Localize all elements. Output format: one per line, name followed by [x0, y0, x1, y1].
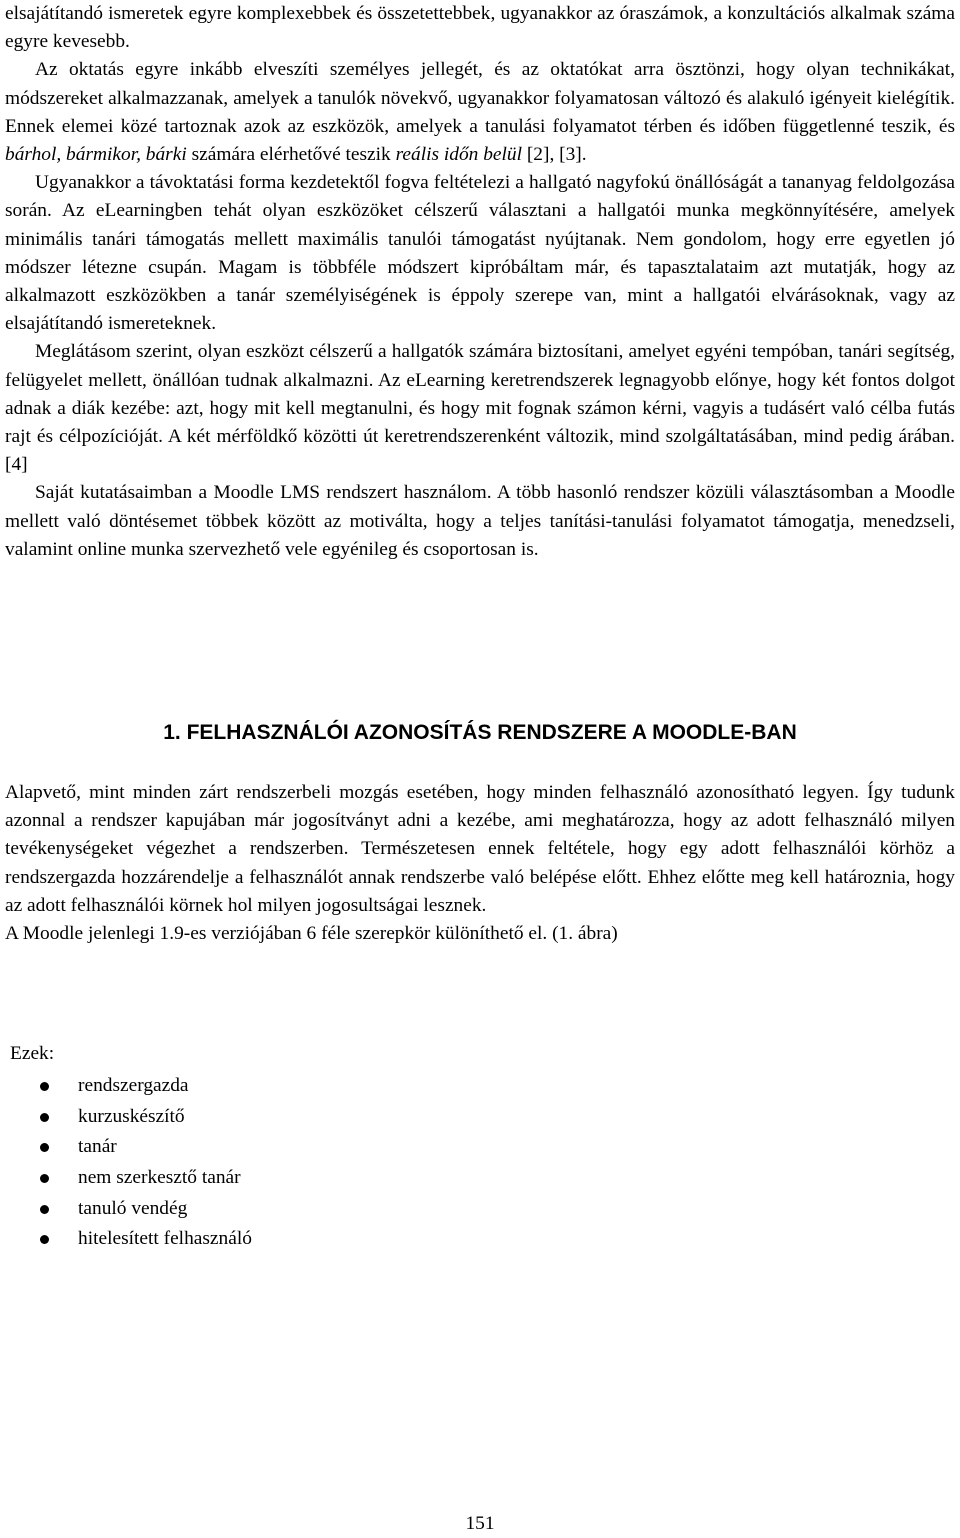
text-run: Saját kutatásaimban a Moodle LMS rendszert használom. A több hasonló rendszer közüli választásomban a Moodle mellett való döntésemet többek között az motiválta, hogy a teljes tanítási-tanulási folyamatot támogatja, menedzseli, valamint online munka szervezhető vele egyénileg és csoportosan is.: [5, 482, 955, 560]
body-paragraph: [5, 56, 955, 169]
body-paragraph: [5, 0, 955, 56]
roles-list: [0, 1071, 252, 1255]
body-paragraph: [5, 169, 955, 338]
list-item: [0, 1132, 252, 1163]
section-heading: 1. FELHASZNÁLÓI AZONOSÍTÁS RENDSZERE A MOODLE-BAN: [163, 721, 797, 744]
text-run: Ugyanakkor a távoktatási forma kezdetektől fogva feltételezi a hallgató nagyfokú önállóságát a tananyag feldolgozása során. Az eLearningben tehát olyan eszközöket célszerű választani a hallgatói munka megkönnyítésére, amelyek minimális tanári támogatás mellett maximális tanulói támogatást nyújtanak. Nem gondolom, hogy erre egyetlen jó módszer létezne csupán. Magam is többféle módszert kipróbáltam már, és tapasztalataim azt mutatják, hogy az alkalmazott eszközökben a tanár személyiségének is éppoly szerepe van, mint a hallgatói elvárásoknak, vagy az elsajátítandó ismereteknek.: [5, 172, 955, 335]
role-label: kurzuskészítő: [78, 1105, 185, 1127]
text-run: Meglátásom szerint, olyan eszközt célszerű a hallgatók számára biztosítani, amelyet egyéni tempóban, tanári segítség, felügyelet mellett, önállóan tudnak alkalmazni. Az eLearning keretrendszerek legnagyobb előnye, hogy két fontos dolgot adnak a diák kezébe: azt, hogy mit kell megtanulni, és hogy mit fognak számon kérni, vagyis a tudásért való célba futás rajt és célpozícióját. A két mérföldkő közötti út keretrendszerenként változik, mind szolgáltatásában, mind pedig árában. [4]: [5, 341, 955, 476]
page-number: 151: [465, 1513, 495, 1534]
body-paragraph: [5, 338, 955, 479]
body-text: [5, 0, 955, 564]
italic-text: reális időn belül: [395, 144, 522, 166]
bullet-icon: [40, 1143, 49, 1152]
list-item: [0, 1163, 252, 1194]
list-item: [0, 1224, 252, 1255]
text-run: [2], [3].: [522, 144, 587, 166]
role-label: rendszergazda: [78, 1075, 189, 1096]
role-label: hitelesített felhasználó: [78, 1228, 252, 1250]
section-paragraph-1: Alapvető, mint minden zárt rendszerbeli mozgás esetében, hogy minden felhasználó azonosítható legyen. Így tudunk azonnal a rendszer kapujában már jogosítványt adni a kezébe, ami meghatározza, hogy az adott felhasználó milyen tevékenységeket végezhet a rendszerben. Természetesen ennek feltétele, hogy egy adott felhasználói körhöz a rendszergazda hozzárendelje a felhasználót annak rendszerbe való belépése előtt. Ehhez előtte meg kell határoznia, hogy az adott felhasználói körnek hol milyen jogosultságai lesznek.: [5, 782, 955, 916]
bullet-icon: [40, 1082, 49, 1091]
section-text: [5, 779, 955, 948]
role-label: tanuló vendég: [78, 1197, 188, 1219]
text-run: Az oktatás egyre inkább elveszíti személyes jellegét, és az oktatókat arra ösztönzi, hogy olyan technikákat, módszereket alkalmazzanak, amelyek a tanulók növekvő, ugyanakkor folyamatosan változó és alakuló igényeit kielégítik. Ennek elemei közé tartoznak azok az eszközök, amelyek a tanulási folyamatot térben és időben függetlenné teszik, és: [5, 59, 955, 137]
bullet-icon: [40, 1205, 49, 1214]
bullet-icon: [40, 1174, 49, 1183]
list-item: [0, 1102, 252, 1133]
list-item: [0, 1194, 252, 1225]
list-item: [0, 1071, 252, 1102]
body-paragraph: [5, 479, 955, 564]
text-run: számára elérhetővé teszik: [186, 144, 396, 166]
text-run: elsajátítandó ismeretek egyre komplexebbek és összetettebbek, ugyanakkor az óraszámok, a konzultációs alkalmak száma egyre kevesebb.: [5, 3, 955, 53]
italic-text: bárhol, bármikor, bárki: [5, 144, 187, 166]
section-paragraph-2: A Moodle jelenlegi 1.9-es verziójában 6 féle szerepkör különíthető el. (1. ábra): [5, 923, 618, 945]
role-label: tanár: [78, 1136, 117, 1158]
roles-intro: Ezek:: [10, 1043, 55, 1064]
role-label: nem szerkesztő tanár: [78, 1167, 241, 1189]
bullet-icon: [40, 1113, 49, 1122]
bullet-icon: [40, 1235, 49, 1244]
